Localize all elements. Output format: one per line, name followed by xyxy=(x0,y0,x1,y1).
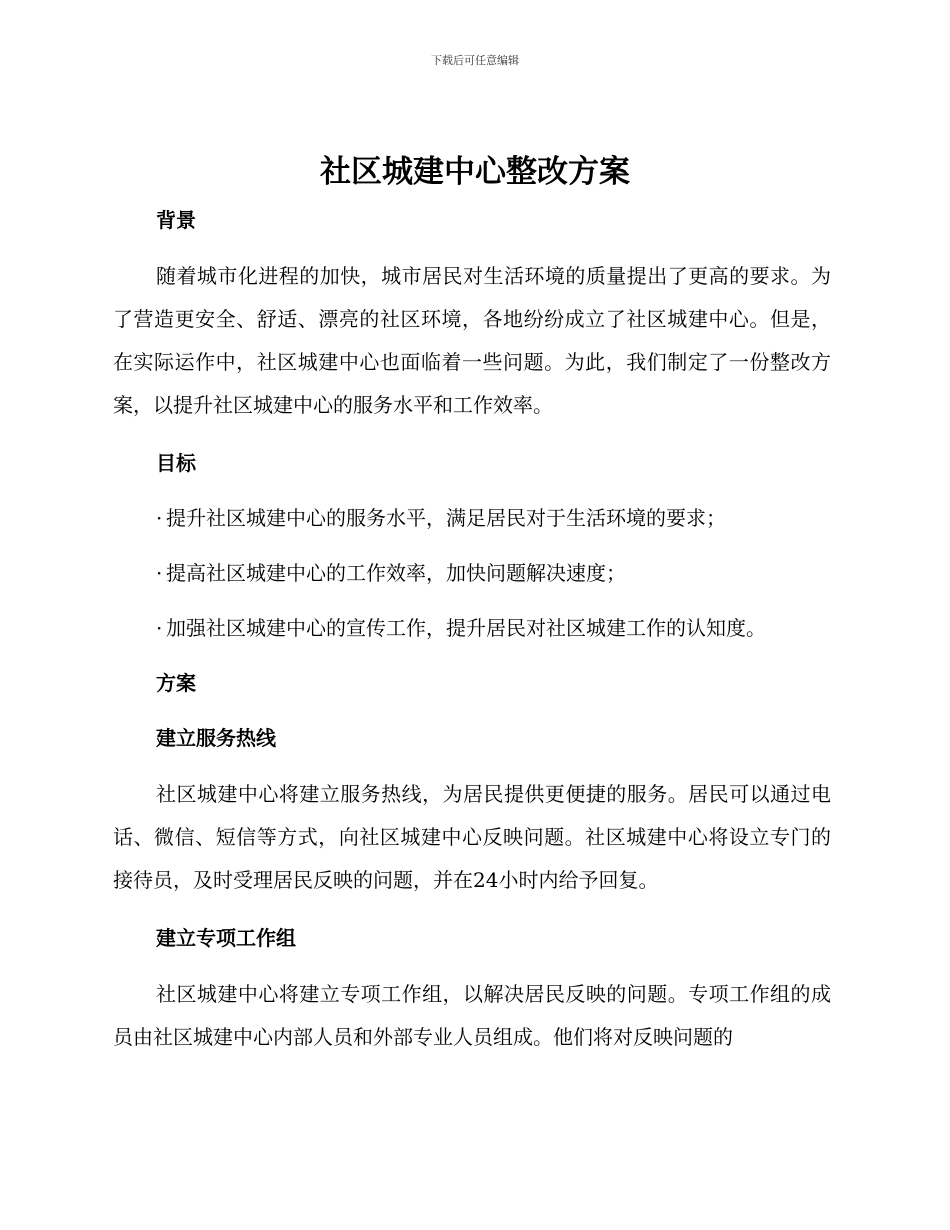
bullet-icon: · xyxy=(156,506,163,530)
goal-item-text: 提高社区城建中心的工作效率，加快问题解决速度； xyxy=(166,561,626,585)
bullet-icon: · xyxy=(156,616,163,640)
header-note: 下载后可任意编辑 xyxy=(431,54,519,67)
goal-item xyxy=(113,498,831,538)
section-heading-plan: 方案 xyxy=(156,671,196,695)
document-body xyxy=(113,200,831,1059)
background-paragraph: 随着城市化进程的加快，城市居民对生活环境的质量提出了更高的要求。为了营造更安全、舒适、漂亮的社区环境，各地纷纷成立了社区城建中心。但是，在实际运作中，社区城建中心也面临着一些问题。为此，我们制定了一份整改方案，以提升社区城建中心的服务水平和工作效率。 xyxy=(113,264,831,417)
subsection-heading-task-force: 建立专项工作组 xyxy=(156,926,296,950)
goal-item xyxy=(113,553,831,593)
subsection-heading-hotline: 建立服务热线 xyxy=(156,726,276,750)
section-heading-background: 背景 xyxy=(156,208,196,232)
hotline-paragraph: 社区城建中心将建立服务热线，为居民提供更便捷的服务。居民可以通过电话、微信、短信等方式，向社区城建中心反映问题。社区城建中心将设立专门的接待员，及时受理居民反映的问题，并在24小时内给予回复。 xyxy=(113,782,831,892)
goal-item-text: 提升社区城建中心的服务水平，满足居民对于生活环境的要求； xyxy=(166,506,726,530)
document-title: 社区城建中心整改方案 xyxy=(320,154,630,190)
section-heading-goals: 目标 xyxy=(156,451,196,475)
goal-item xyxy=(113,608,831,648)
bullet-icon: · xyxy=(156,561,163,585)
goal-item-text: 加强社区城建中心的宣传工作，提升居民对社区城建工作的认知度。 xyxy=(166,616,766,640)
task-force-paragraph: 社区城建中心将建立专项工作组，以解决居民反映的问题。专项工作组的成员由社区城建中心内部人员和外部专业人员组成。他们将对反映问题的 xyxy=(113,982,831,1049)
